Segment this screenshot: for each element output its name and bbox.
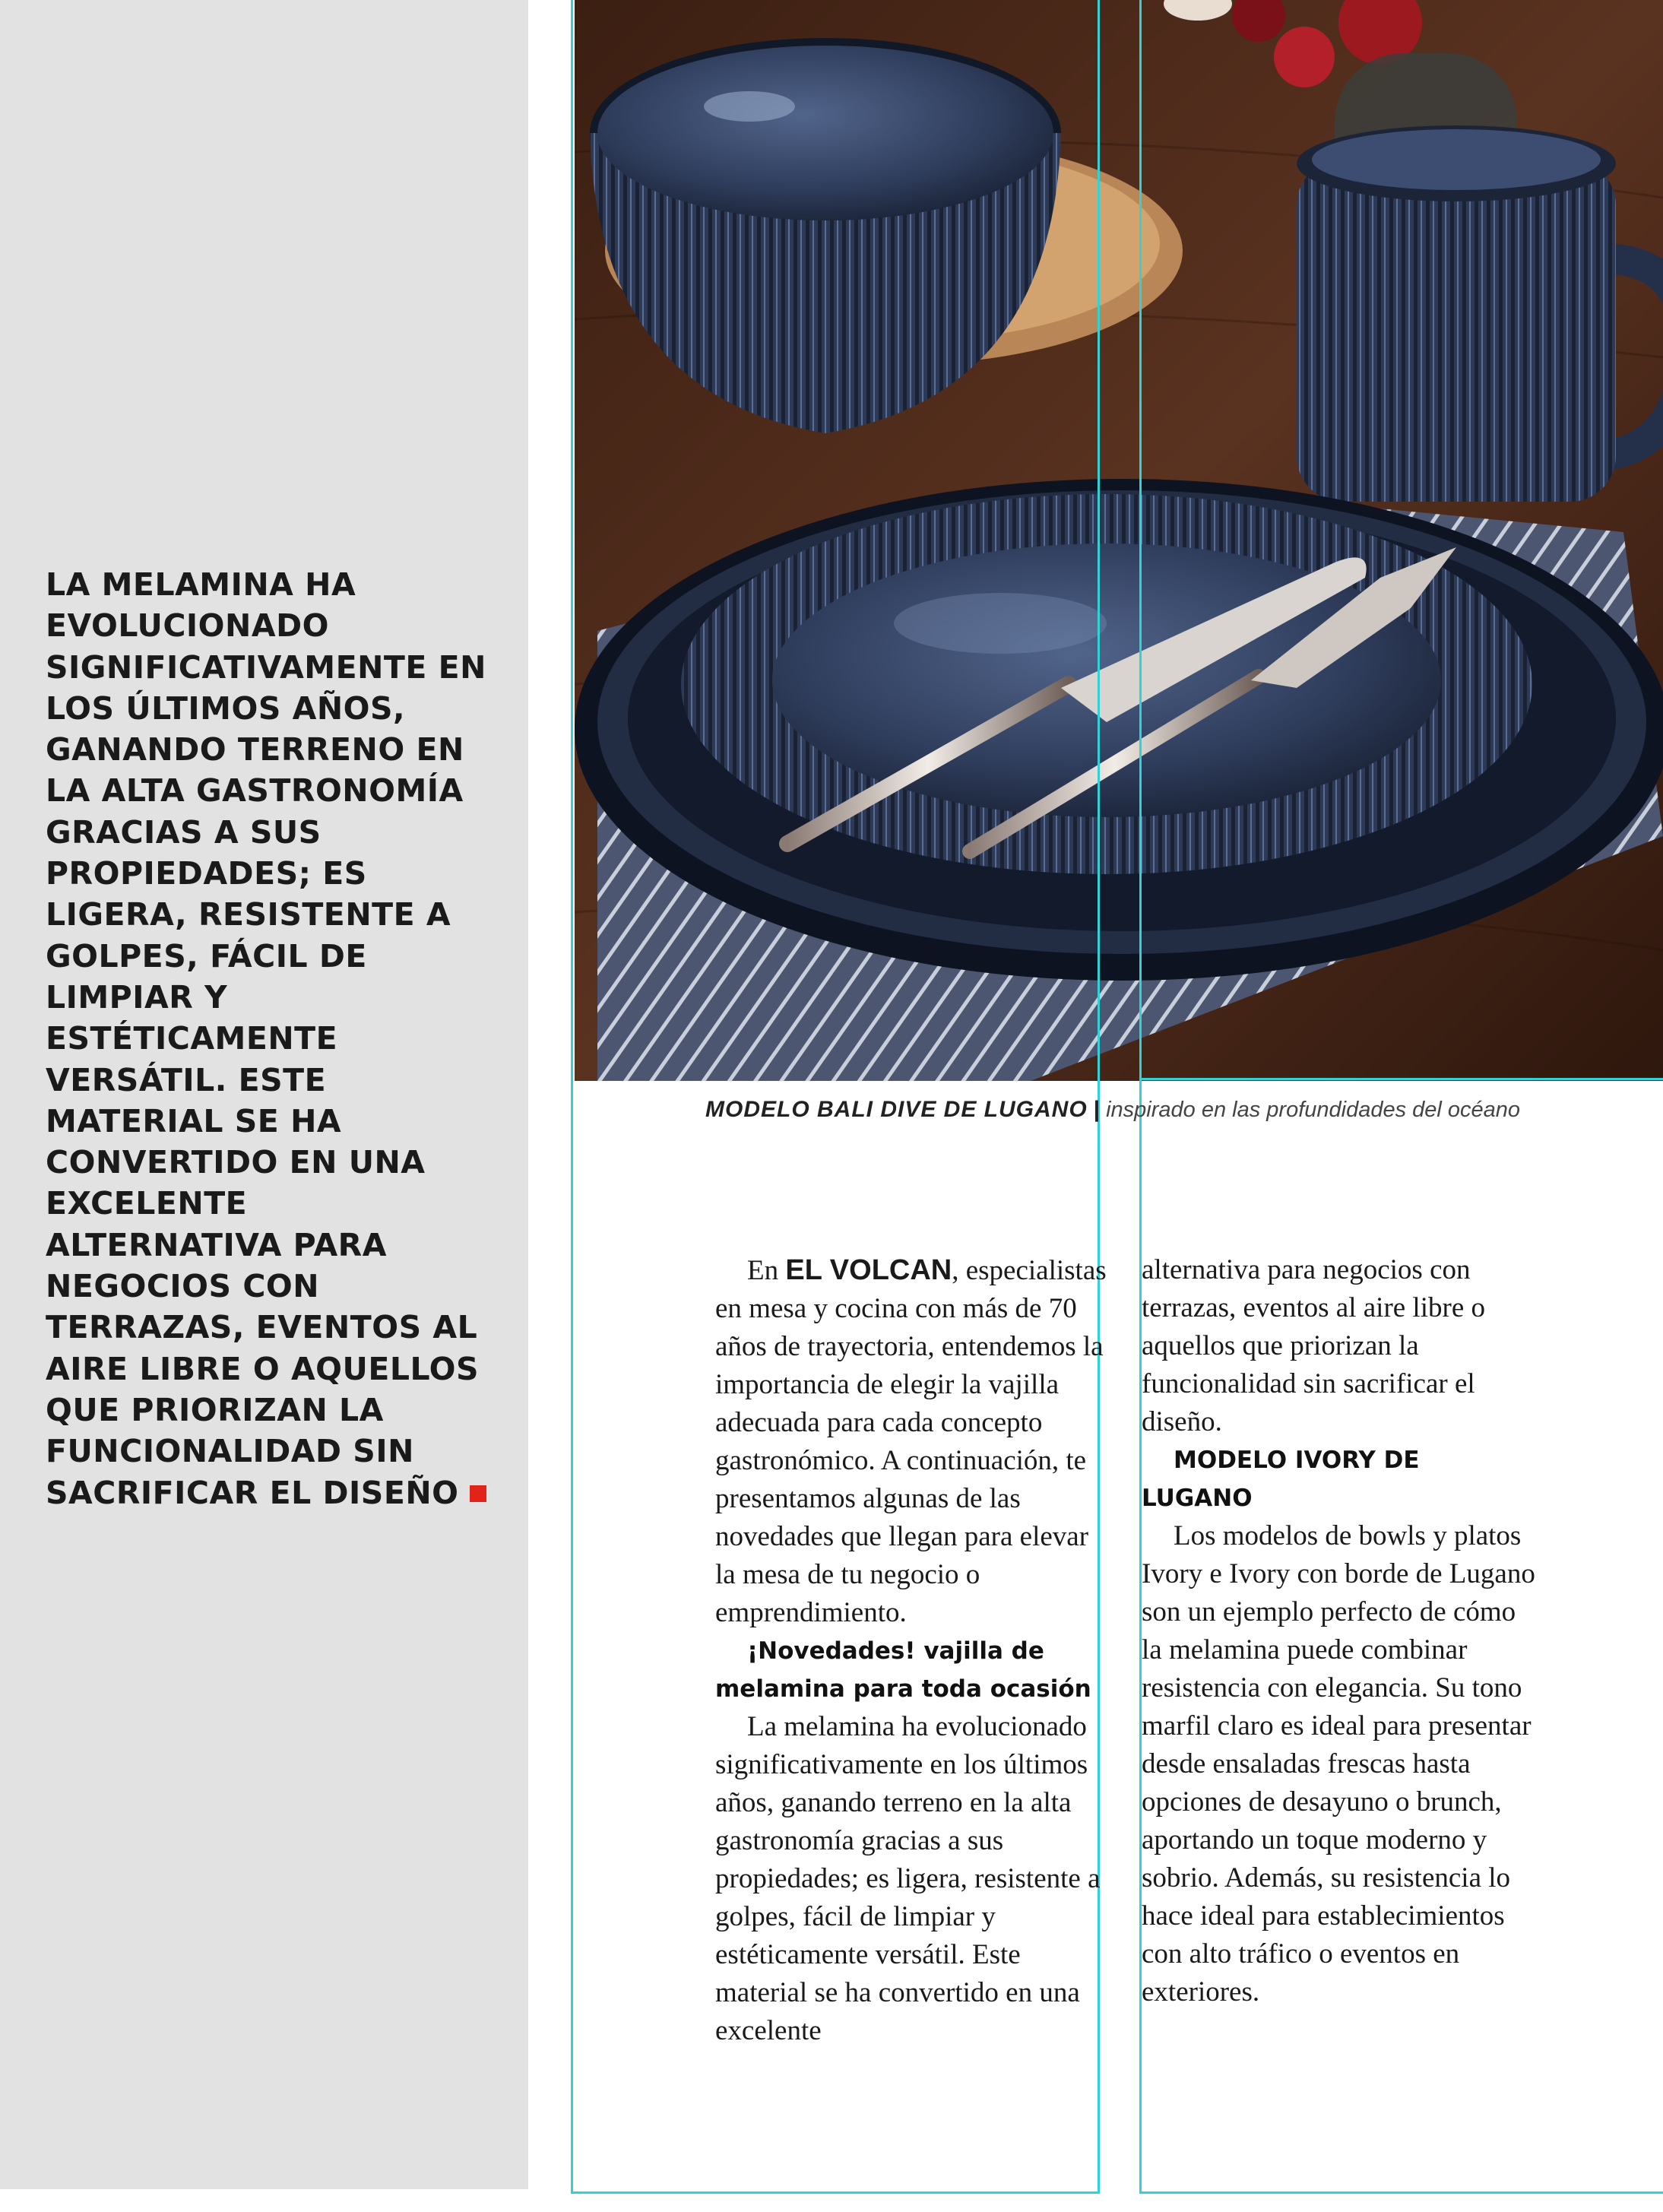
section-heading-ivory: MODELO IVORY DE LUGANO: [1142, 1447, 1420, 1512]
melamina-paragraph-continued: alternativa para negocios con terrazas, eventos al aire libre o aquellos que priorizan la funcionalidad sin sacrificar el diseño.: [1142, 1254, 1485, 1437]
intro-prefix: En: [747, 1255, 779, 1286]
brand-name: EL VOLCAN: [785, 1254, 952, 1286]
end-mark-square: [470, 1485, 486, 1502]
section-heading-novedades: ¡Novedades! vajilla de melamina para toda ocasión: [715, 1637, 1091, 1703]
photo-guide-right: [1139, 0, 1142, 1082]
article-column-left: [715, 1251, 1110, 2050]
pull-quote-text: LA MELAMINA HA EVOLUCIONADO SIGNIFICATIVAMENTE EN LOS ÚLTIMOS AÑOS, GANANDO TERRENO EN LA ALTA GASTRONOMÍA GRACIAS A SUS PROPIEDADES; ES LIGERA, RESISTENTE A GOLPES, FÁCIL DE LIMPIAR Y ESTÉTICAMENTE VERSÁTIL. ESTE MATERIAL SE HA CONVERTIDO EN UNA EXCELENTE ALTERNATIVA PARA NEGOCIOS CON TERRAZAS, EVENTOS AL AIRE LIBRE O AQUELLOS QUE PRIORIZAN LA FUNCIONALIDAD SIN SACRIFICAR EL DISEÑO: [46, 566, 486, 1511]
intro-text: , especialistas en mesa y cocina con más de 70 años de trayectoria, entendemos la importancia de elegir la vajilla adecuada para cada concepto gastronómico. A continuación, te presentamos algunas de las novedades que llegan para elevar la mesa de tu negocio o emprendimiento.: [715, 1255, 1107, 1628]
article-column-right: [1142, 1251, 1537, 2011]
caption-description: inspirado en las profundidades del océano: [1106, 1098, 1521, 1122]
intro-paragraph: [715, 1251, 1110, 1632]
ivory-paragraph: Los modelos de bowls y platos Ivory e Ivory con borde de Lugano son un ejemplo perfecto de cómo la melamina puede combinar resistencia con elegancia. Su tono marfil claro es ideal para presentar desde ensaladas frescas hasta opciones de desayuno o brunch, aportando un toque moderno y sobrio. Además, su resistencia lo hace ideal para establecimientos con alto tráfico o eventos en exteriores.: [1142, 1520, 1535, 2008]
caption-separator: |: [1093, 1097, 1101, 1122]
photo-caption: [705, 1097, 1648, 1123]
sidebar-panel: [0, 0, 528, 2189]
caption-model: MODELO BALI DIVE DE LUGANO: [705, 1097, 1088, 1122]
pull-quote: [46, 564, 486, 1513]
melamina-paragraph: La melamina ha evolucionado significativamente en los últimos años, ganando terreno en la alta gastronomía gracias a sus propiedades; es ligera, resistente a golpes, fácil de limpiar y estéticamente versátil. Este material se ha convertido en una excelente: [715, 1711, 1101, 2046]
